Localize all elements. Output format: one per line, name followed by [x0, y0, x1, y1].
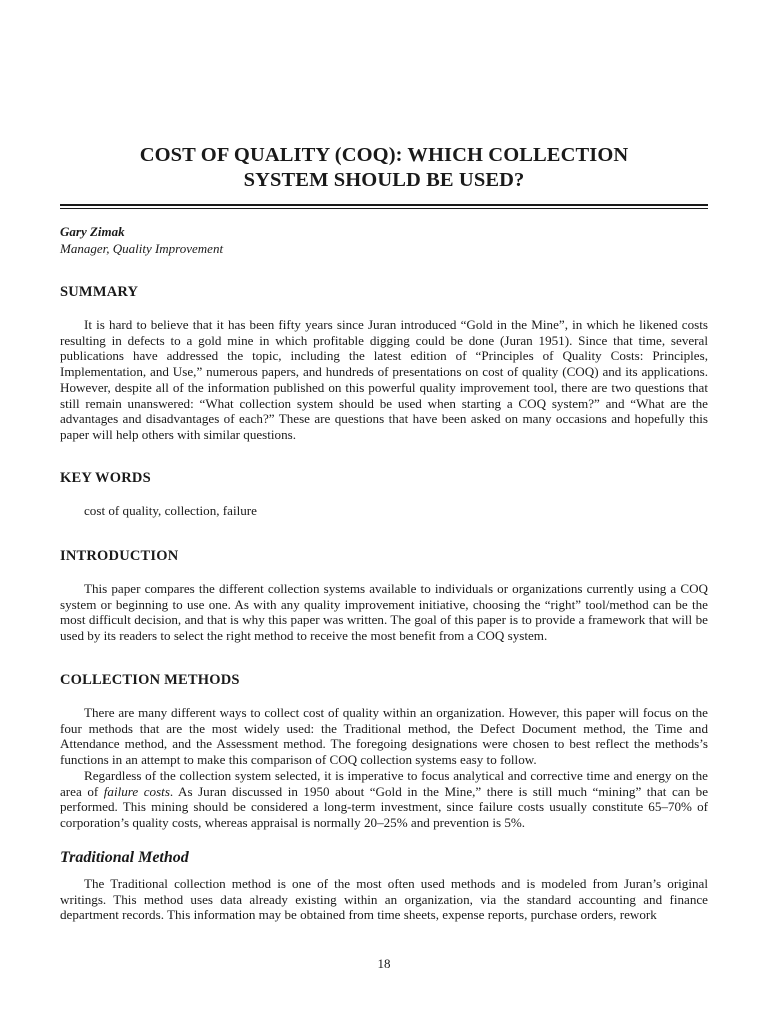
title-rule-thin	[60, 208, 708, 209]
paper-title-line-2: SYSTEM SHOULD BE USED?	[243, 169, 525, 191]
introduction-paragraph: This paper compares the different collection systems available to individuals or organizations currently using a COQ system or beginning to use one. As with any quality improvement initiative, choosing the “right” tool/method can be the most difficult decision, and that is why this paper was written. The goal of this paper is to provide a framework that will be used by its readers to select the right method to receive the most benefit from a COQ system.	[60, 581, 708, 644]
author-position: Manager, Quality Improvement	[60, 241, 224, 256]
traditional-method-paragraph: The Traditional collection method is one of the most often used methods and is modeled from Juran’s original writings. This method uses data already existing within an organization, via the standard accounting and finance department records. This information may be obtained from time sheets, expense reports, purchase orders, rework	[60, 876, 708, 923]
author-block	[60, 223, 223, 257]
keywords-text: cost of quality, collection, failure	[84, 503, 257, 518]
traditional-method-heading: Traditional Method	[60, 849, 189, 866]
collection-methods-paragraph-2	[60, 768, 708, 831]
paper-title-line-1: COST OF QUALITY (COQ): WHICH COLLECTION	[139, 144, 629, 166]
summary-heading: SUMMARY	[60, 284, 139, 300]
title-rule-thick	[60, 204, 708, 206]
para2-text-after: . As Juran discussed in 1950 about “Gold in the Mine,” there is still much “mining” that can be performed. This mining should be considered a long-term investment, since failure costs usually constitute 65–70% of corporation’s quality costs, whereas appraisal is normally 20–25% and prevention is 5%.	[60, 783, 709, 831]
para2-text-before: Regardless of the collection system selected, it is imperative to focus analytical and corrective time and energy on the area of	[60, 768, 708, 799]
introduction-heading: INTRODUCTION	[60, 548, 179, 564]
collection-methods-paragraph-1: There are many different ways to collect cost of quality within an organization. However, this paper will focus on the four methods that are the most widely used: the Traditional method, the Defect Document method, the Time and Attendance method, and the Assessment method. The foregoing designations were chosen to best reflect the methods’s functions in an attempt to make this comparison of COQ collection systems easy to follow.	[60, 705, 708, 768]
page-number: 18	[377, 956, 391, 971]
summary-paragraph: It is hard to believe that it has been fifty years since Juran introduced “Gold in the Mine”, in which he likened costs resulting in defects to a gold mine in which profitable digging could be done (Juran 1951). Since that time, several publications have addressed the topic, including the latest edition of “Principles of Quality Costs: Principles, Implementation, and Use,” numerous papers, and hundreds of presentations on cost of quality (COQ) and its applications. However, despite all of the information published on this powerful quality improvement tool, there are two questions that still remain unanswered: “What collection system should be used when starting a COQ system?” and “What are the advantages and disadvantages of each?” These are questions that have been asked on many occasions and hopefully this paper will help others with similar questions.	[60, 317, 708, 442]
collection-methods-heading: COLLECTION METHODS	[60, 672, 240, 688]
failure-costs-term: failure costs	[103, 783, 170, 799]
keywords-heading: KEY WORDS	[60, 470, 151, 486]
paper-title	[60, 143, 708, 193]
author-name: Gary Zimak	[60, 224, 125, 239]
